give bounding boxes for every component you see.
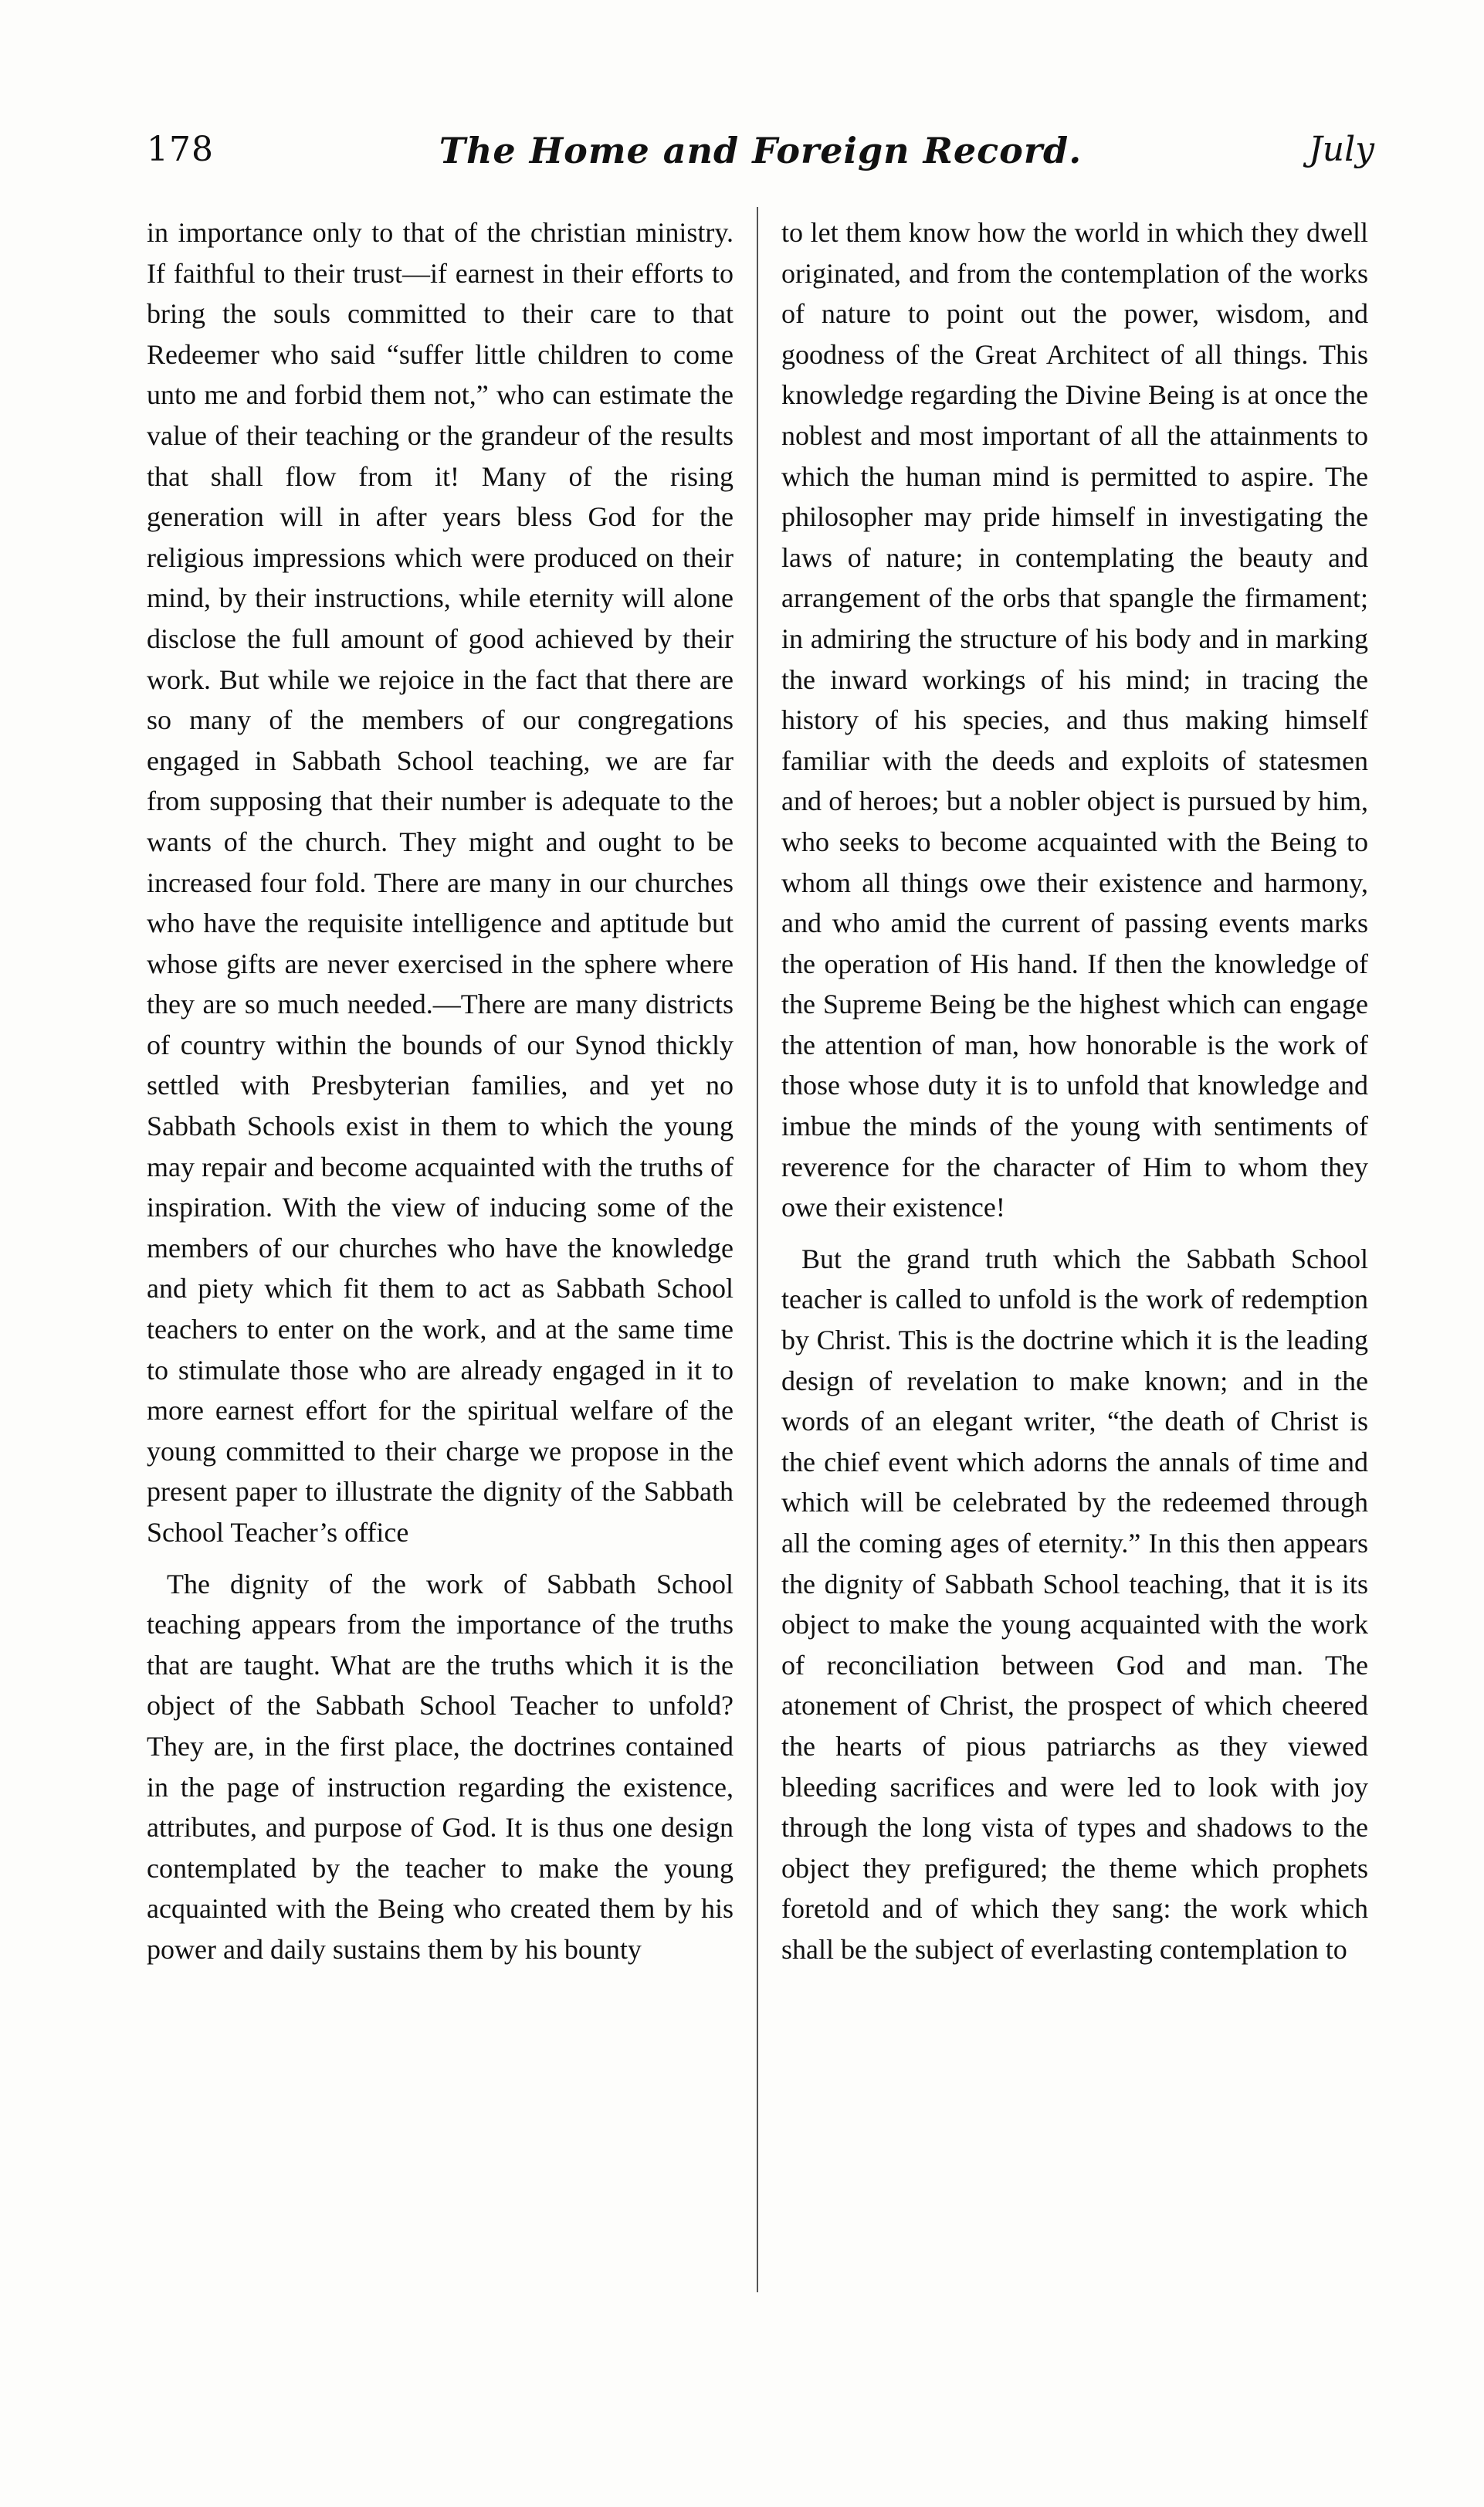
page-number: 178	[147, 130, 214, 169]
right-column	[781, 212, 1368, 1970]
issue-month: July	[1309, 130, 1374, 169]
right-paragraph-2: But the grand truth which the Sabbath School teacher is called to unfold is the work of redemption by Christ. This is the doctrine which it is the leading design of revelation to make known; and in the words of an elegant writer, “the death of Christ is the chief event which adorns the annals of time and which will be celebrated by the redeemed through all the coming ages of eternity.” In this then appears the dignity of Sabbath School teaching, that it is its object to make the young acquainted with the work of reconciliation between God and man. The atonement of Christ, the prospect of which cheered the hearts of pious patriarchs as they viewed bleeding sacrifices and were led to look with joy through the long vista of types and shadows to the object they prefigured; the theme which prophets foretold and of which they sang: the work which shall be the subject of everlasting contemplation to	[781, 1243, 1368, 1965]
column-divider	[757, 207, 758, 2292]
left-paragraph-1: in importance only to that of the christian ministry. If faithful to their trust—if earnest in their efforts to bring the souls committed to their care to that Redeemer who said “suffer little children to come unto me and forbid them not,” who can estimate the value of their teaching or the grandeur of the results that shall flow from it! Many of the rising generation will in after years bless God for the religious impressions which were produced on their mind, by their instructions, while eternity will alone disclose the full amount of good achieved by their work. But while we rejoice in the fact that there are so many of the members of our congregations engaged in Sabbath School teaching, we are far from supposing that their number is adequate to the wants of the church. They might and ought to be increased four fold. There are many in our churches who have the requisite intelligence and aptitude but whose gifts are never exercised in the sphere where they are so much needed.—There are many districts of country within the bounds of our Synod thickly settled with Presbyterian families, and yet no Sabbath Schools exist in them to which the young may repair and become acquainted with the truths of inspiration. With the view of inducing some of the members of our churches who have the knowledge and piety which fit them to act as Sabbath School teachers to enter on the work, and at the same time to stimulate those who are already engaged in it to more earnest effort for the spiritual welfare of the young committed to their charge we propose in the present paper to illustrate the dignity of the Sabbath School Teacher’s office	[147, 217, 734, 1548]
page-header	[147, 130, 1374, 184]
left-column	[147, 212, 734, 1970]
right-paragraph-1: to let them know how the world in which they dwell originated, and from the contemplation of the works of nature to point out the power, wisdom, and goodness of the Great Architect of all things. This knowledge regarding the Divine Being is at once the noblest and most important of all the attainments to which the human mind is permitted to aspire. The philosopher may pride himself in investigating the laws of nature; in contemplating the beauty and arrangement of the orbs that spangle the firmament; in admiring the structure of his body and in marking the inward workings of his mind; in tracing the history of his species, and thus making himself familiar with the deeds and exploits of statesmen and of heroes; but a nobler object is pursued by him, who seeks to become acquainted with the Being to whom all things owe their existence and harmony, and who amid the current of passing events marks the operation of His hand. If then the knowledge of the Supreme Being be the highest which can engage the attention of man, how honorable is the work of those whose duty it is to unfold that knowledge and imbue the minds of the young with sentiments of reverence for the character of Him to whom they owe their existence!	[781, 217, 1368, 1223]
left-paragraph-2: The dignity of the work of Sabbath School teaching appears from the importance of the truths that are taught. What are the truths which it is the object of the Sabbath School Teacher to unfold? They are, in the first place, the doctrines contained in the page of instruction regarding the existence, attributes, and purpose of God. It is thus one design contemplated by the teacher to make the young acquainted with the Being who created them by his power and daily sustains them by his bounty	[147, 1568, 734, 1965]
running-title: The Home and Foreign Record.	[439, 130, 1083, 171]
